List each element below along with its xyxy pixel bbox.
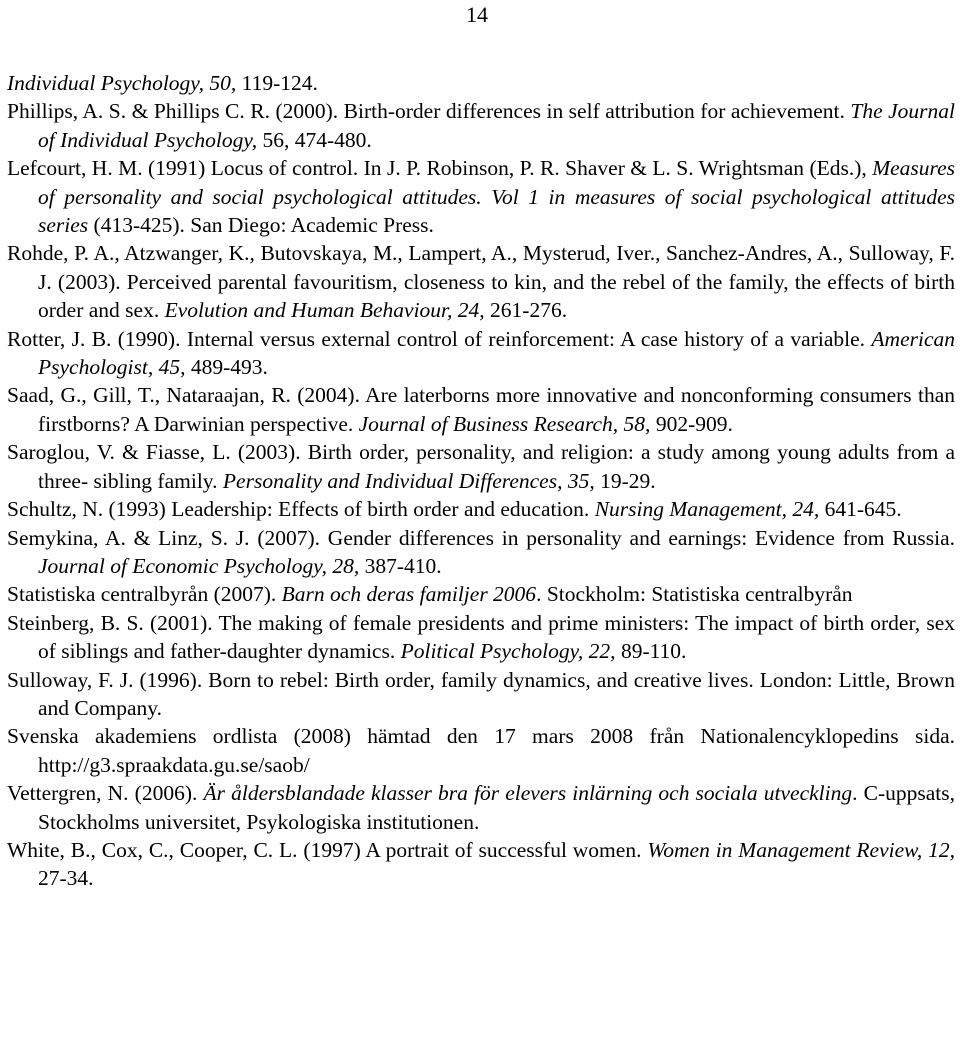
reference-part: (413-425). San Diego: Academic Press. — [88, 213, 434, 238]
reference-part: 19-29. — [594, 468, 656, 493]
reference-part: Steinberg, B. S. (2001). The making of female presidents and prime ministers: The impact of birth order, sex of siblings and father-daughter dynamics. — [7, 610, 955, 664]
reference-part: Personality and Individual Differences, 35, — [222, 468, 595, 493]
reference-entry — [7, 381, 955, 438]
reference-part: American Psychologist, 45, — [38, 326, 955, 380]
reference-part: 489-493. — [185, 355, 268, 380]
reference-part: Statistiska centralbyrån (2007). — [7, 582, 282, 607]
reference-entry — [7, 325, 955, 382]
reference-part: Phillips, A. S. & Phillips C. R. (2000). Birth-order differences in self attribution for achievement. — [7, 99, 851, 124]
reference-entry — [7, 524, 955, 581]
reference-part: 902-909. — [650, 411, 733, 436]
reference-part: 89-110. — [615, 639, 687, 664]
reference-part: 641-645. — [819, 497, 902, 522]
reference-part: Saroglou, V. & Fiasse, L. (2003). Birth order, personality, and religion: a study among young adults from a three- sibling family. — [7, 440, 955, 493]
reference-part: White, B., Cox, C., Cooper, C. L. (1997) A portrait of successful women. — [7, 837, 648, 862]
reference-entry — [7, 722, 955, 779]
reference-entry — [7, 438, 955, 495]
reference-part: . Stockholm: Statistiska centralbyrån — [536, 582, 853, 607]
reference-part: Political Psychology, 22, — [400, 639, 616, 664]
reference-part: Individual Psychology, 50, — [7, 71, 237, 95]
reference-entry — [7, 239, 955, 324]
reference-list — [7, 69, 955, 893]
reference-part: The Journal of Individual Psychology, — [38, 99, 955, 152]
reference-part: Rotter, J. B. (1990). Internal versus external control of reinforcement: A case history of a variable. — [7, 326, 872, 351]
reference-part: Nursing Management, 24, — [594, 497, 820, 522]
reference-entry — [7, 580, 955, 608]
reference-part: 119-124. — [236, 71, 318, 95]
reference-part: . C-uppsats, Stockholms universitet, Psykologiska institutionen. — [38, 781, 956, 834]
reference-part: Schultz, N. (1993) Leadership: Effects of birth order and education. — [7, 497, 595, 522]
reference-entry — [7, 666, 955, 723]
reference-entry — [7, 779, 955, 836]
reference-entry — [7, 97, 955, 154]
reference-part: 56, 474-480. — [257, 127, 372, 152]
reference-part: Measures of personality and social psychological attitudes. Vol 1 in measures of social psychological attitudes series — [38, 156, 955, 238]
reference-part: Vettergren, N. (2006). — [7, 781, 204, 806]
reference-part: Sulloway, F. J. (1996). Born to rebel: Birth order, family dynamics, and creative lives. London: Little, Brown and Company. — [7, 667, 955, 720]
reference-part: Barn och deras familjer 2006 — [281, 582, 537, 607]
reference-entry — [7, 495, 955, 523]
reference-part: Rohde, P. A., Atzwanger, K., Butovskaya, M., Lampert, A., Mysterud, Iver., Sanchez-Andres, A., Sulloway, F. J. (2003). Perceived parental favouritism, closeness to kin, and the rebel of the family, the effects of birth order and sex. — [7, 241, 955, 323]
reference-part: Svenska akademiens ordlista (2008) hämtad den 17 mars 2008 från Nationalencyklopedins sida. http://g3.spraakdata.gu.se/saob/ — [7, 724, 955, 777]
reference-part: 387-410. — [359, 553, 442, 578]
reference-part: Semykina, A. & Linz, S. J. (2007). Gender differences in personality and earnings: Evidence from Russia. — [7, 525, 955, 550]
reference-part: Journal of Business Research, 58, — [358, 411, 651, 436]
reference-entry — [7, 609, 955, 666]
reference-part: Är åldersblandade klasser bra för elevers inlärning och sociala utveckling — [203, 781, 853, 806]
reference-entry — [7, 154, 955, 239]
reference-part: 27-34. — [38, 866, 94, 891]
reference-entry — [7, 69, 955, 97]
reference-part: Lefcourt, H. M. (1991) Locus of control. In J. P. Robinson, P. R. Shaver & L. S. Wrightsman (Eds.), — [7, 156, 873, 181]
reference-part: Saad, G., Gill, T., Nataraajan, R. (2004). Are laterborns more innovative and nonconforming consumers than firstborns? A Darwinian perspective. — [7, 383, 955, 436]
page-number: 14 — [466, 2, 488, 27]
reference-part: Evolution and Human Behaviour, 24, — [164, 298, 485, 323]
reference-part: Women in Management Review, 12, — [647, 837, 956, 862]
reference-part: 261-276. — [484, 298, 568, 323]
reference-entry — [7, 836, 955, 893]
reference-part: Journal of Economic Psychology, 28, — [38, 553, 360, 578]
